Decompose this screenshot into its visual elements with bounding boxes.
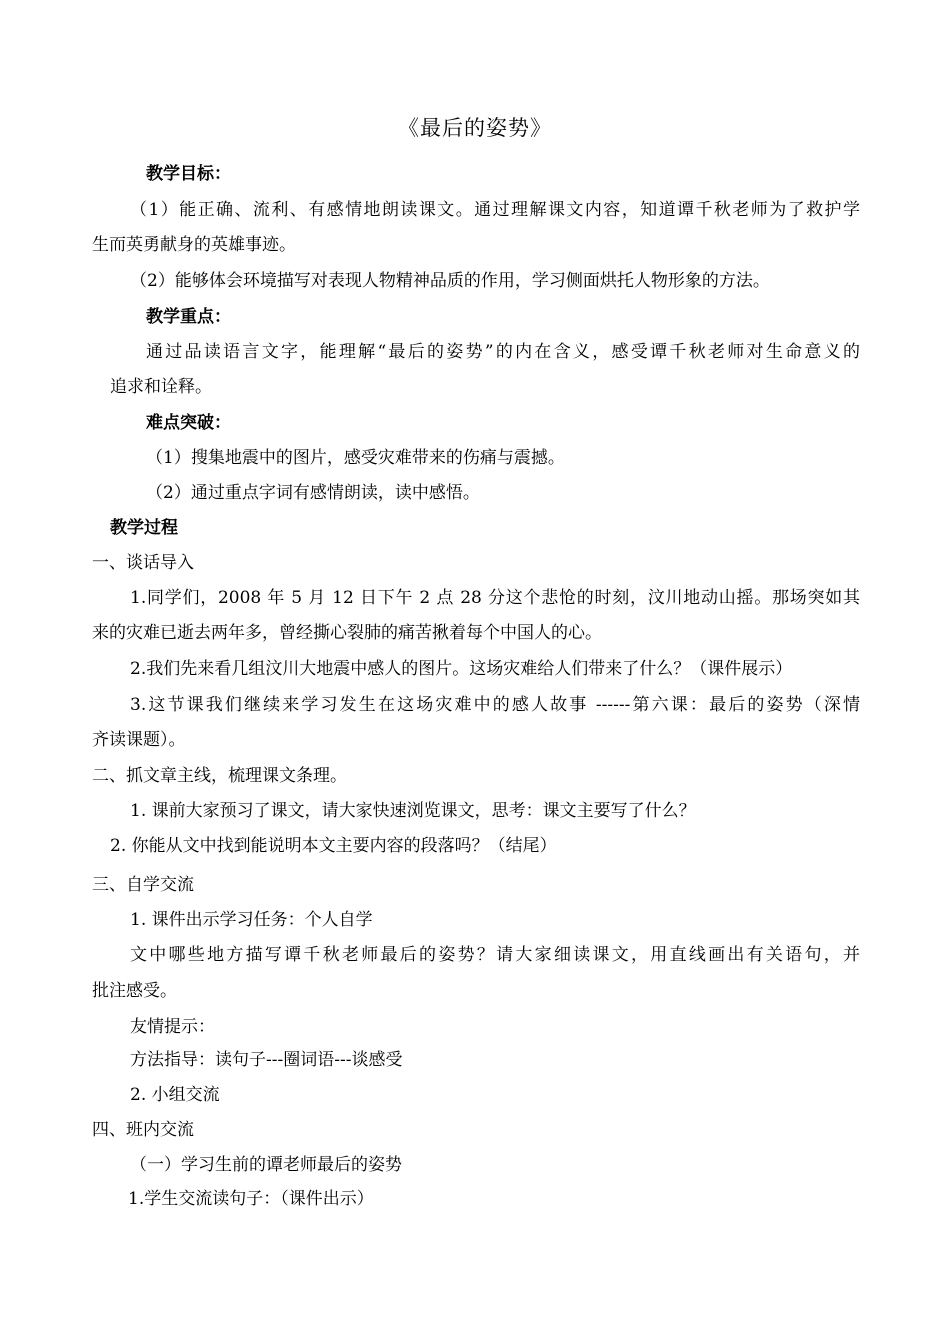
goal-1-line-2: 生而英勇献身的英雄事迹。 [92,235,296,255]
document-title: 《最后的姿势》 [398,116,552,140]
section-4-heading: 四、班内交流 [92,1120,194,1140]
section-3-heading: 三、自学交流 [92,875,194,895]
goal-2: （2）能够体会环境描写对表现人物精神品质的作用，学习侧面烘托人物形象的方法。 [130,271,770,291]
section-1-item-3-line-1: 3.这节课我们继续来学习发生在这场灾难中的感人故事 ------第六课：最后的姿势（深情 [130,695,860,715]
section-3-tip: 友情提示： [130,1017,215,1037]
section-4-subheading-1: （一）学习生前的谭老师最后的姿势 [130,1155,402,1175]
section-3-item-1: 1. 课件出示学习任务：个人自学 [130,910,373,930]
section-1-item-1-line-2: 来的灾难已逝去两年多，曾经撕心裂肺的痛苦揪着每个中国人的心。 [92,623,602,643]
difficulty-2: （2）通过重点字词有感情朗读，读中感悟。 [146,483,480,503]
goals-heading: 教学目标： [146,164,231,184]
section-3-method: 方法指导：读句子---圈词语---谈感受 [130,1050,403,1070]
section-4-item-1: 1.学生交流读句子：（课件出示） [128,1189,374,1209]
difficulty-1: （1）搜集地震中的图片，感受灾难带来的伤痛与震撼。 [146,448,565,468]
section-3-item-2: 2. 小组交流 [130,1085,220,1105]
section-2-item-1: 1. 课前大家预习了课文，请大家快速浏览课文，思考：课文主要写了什么？ [130,801,696,821]
section-3-question-line-1: 文中哪些地方描写谭千秋老师最后的姿势？请大家细读课文，用直线画出有关语句，并 [130,945,860,965]
section-2-heading: 二、抓文章主线，梳理课文条理。 [92,766,347,786]
section-1-item-3-line-2: 齐读课题）。 [92,730,186,750]
section-1-item-1-line-1: 1.同学们，2008 年 5 月 12 日下午 2 点 28 分这个悲怆的时刻，汶川地动山摇。那场突如其 [130,588,860,608]
section-1-heading: 一、谈话导入 [92,553,194,573]
section-1-item-2: 2.我们先来看几组汶川大地震中感人的图片。这场灾难给人们带来了什么？（课件展示） [130,659,793,679]
difficulty-heading: 难点突破： [146,413,231,433]
section-2-item-2: 2. 你能从文中找到能说明本文主要内容的段落吗？（结尾） [110,836,557,856]
goal-1-line-1: （1）能正确、流利、有感情地朗读课文。通过理解课文内容，知道谭千秋老师为了救护学 [130,200,860,220]
focus-line-2: 追求和诠释。 [110,377,212,397]
section-3-question-line-2: 批注感受。 [92,981,177,1001]
focus-heading: 教学重点： [146,307,231,327]
focus-line-1: 通过品读语言文字，能理解“最后的姿势”的内在含义，感受谭千秋老师对生命意义的 [146,342,860,362]
process-heading: 教学过程 [110,518,178,538]
